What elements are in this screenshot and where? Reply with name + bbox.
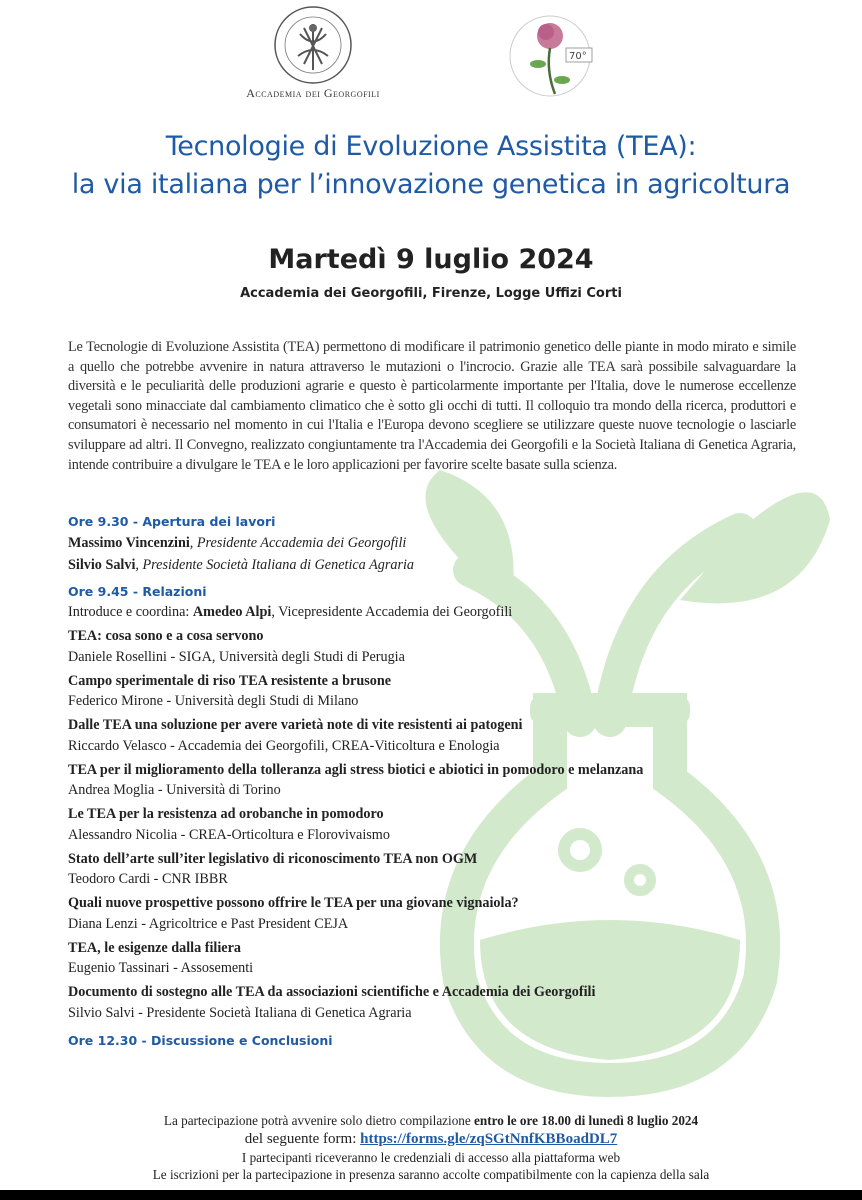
accademia-georgofili-seal-logo	[268, 4, 358, 86]
talk-title: Stato dell’arte sull’iter legislativo di riconoscimento TEA non OGM	[68, 850, 478, 867]
talk-speaker: Daniele Rosellini - SIGA, Università degli Studi di Perugia	[68, 648, 405, 665]
title-line-2: la via italiana per l’innovazione genetica in agricoltura	[71, 169, 791, 200]
talk-title: TEA: cosa sono e a cosa servono	[68, 628, 264, 644]
talk-speaker: Silvio Salvi - Presidente Società Italiana di Genetica Agraria	[68, 1004, 412, 1021]
registration-deadline	[0, 1112, 862, 1129]
moderator-prefix: Introduce e coordina:	[68, 604, 193, 620]
form-prefix: del seguente form:	[244, 1131, 361, 1147]
talk-title: TEA per il miglioramento della tolleranza agli stress biotici e abiotici in pomodoro e melanzana	[68, 761, 644, 778]
event-date: Martedì 9 luglio 2024	[268, 244, 594, 275]
speaker-name: Silvio Salvi	[68, 557, 136, 573]
deadline-date: entro le ore 18.00 di lunedì 8 luglio 2024	[474, 1113, 699, 1128]
talk-entry	[68, 715, 768, 756]
talk-title: Le TEA per la resistenza ad orobanche in pomodoro	[68, 806, 384, 822]
moderator-name: Amedeo Alpi	[192, 604, 272, 620]
moderator-line	[68, 602, 768, 623]
moderator-role: , Vicepresidente Accademia dei Georgofili	[271, 604, 513, 620]
talk-entry	[68, 893, 768, 934]
talk-entry	[68, 938, 768, 979]
talk-entry	[68, 804, 768, 845]
registration-form-line	[0, 1129, 862, 1149]
opening-speaker	[68, 533, 768, 554]
siga-clover-logo	[500, 6, 600, 106]
program-list	[68, 512, 768, 1052]
speaker-role: , Presidente Società Italiana di Genetica Agraria	[135, 557, 414, 573]
talk-title: Quali nuove prospettive possono offrire le TEA per una giovane vignaiola?	[68, 895, 519, 911]
talk-entry	[68, 760, 768, 801]
talk-speaker: Alessandro Nicolia - CREA-Orticoltura e Florovivaismo	[68, 826, 390, 843]
talk-speaker: Eugenio Tassinari - Assosementi	[68, 960, 254, 976]
intro-paragraph: Le Tecnologie di Evoluzione Assistita (TEA) permettono di modificare il patrimonio genetico delle piante in modo mirato e simile a quello che potrebbe avvenire in natura attraverso le mutazioni o l'incrocio. Grazie alle TEA sarà possibile salvaguardare la diversità e le peculiarità delle produzioni agrarie e questo è particolarmente importante per l'Italia, dove le numerose eccellenze vegetali sono minacciate dal cambiamento climatico che è sotto gli occhi di tutti. Il colloquio tra mondo della ricerca, produttori e consumatori è necessario nel momento in cui l'Italia e l'Europa devono scegliere se utilizzare queste nuove tecnologie o lasciarle sviluppare ad altri. Il Convegno, realizzato congiuntamente tra l'Accademia dei Georgofili e la Società Italiana di Genetica Agraria, intende contribuire a divulgare le TEA e le loro applicazioni per favorire scelte basate sulla scienza.	[68, 339, 796, 473]
credentials-note: I partecipanti riceveranno le credenziali di accesso alla piattaforma web	[241, 1150, 621, 1165]
capacity-note: Le iscrizioni per la partecipazione in presenza saranno accolte compatibilmente con la capienza della sala	[152, 1167, 710, 1182]
talk-speaker: Riccardo Velasco - Accademia dei Georgofili, CREA-Viticoltura e Enologia	[68, 737, 500, 754]
speaker-role: , Presidente Accademia dei Georgofili	[189, 534, 407, 551]
registration-info	[0, 1112, 862, 1183]
speaker-name: Massimo Vincenzini	[68, 534, 190, 551]
deadline-prefix: La partecipazione potrà avvenire solo dietro compilazione	[163, 1113, 475, 1128]
poster-title	[0, 128, 862, 204]
talk-entry	[68, 626, 768, 667]
talk-entry	[68, 849, 768, 890]
event-venue: Accademia dei Georgofili, Firenze, Logge Uffizi Corti	[240, 286, 622, 301]
session-time-talks: Ore 9.45 - Relazioni	[68, 583, 207, 599]
talk-title: Documento di sostegno alle TEA da associazioni scientifiche e Accademia dei Georgofili	[68, 984, 596, 1000]
talk-title: TEA, le esigenze dalla filiera	[68, 939, 241, 956]
title-line-1: Tecnologie di Evoluzione Assistita (TEA):	[165, 131, 697, 162]
talk-speaker: Diana Lenzi - Agricoltrice e Past President CEJA	[68, 915, 349, 932]
registration-form-link[interactable]: https://forms.gle/zqSGtNnfKBBoadDL7	[360, 1131, 618, 1147]
session-time-conclusions: Ore 12.30 - Discussione e Conclusioni	[68, 1033, 333, 1048]
talk-speaker: Teodoro Cardi - CNR IBBR	[68, 871, 228, 887]
talk-speaker: Andrea Moglia - Università di Torino	[68, 782, 281, 798]
bottom-bar	[0, 1190, 862, 1200]
talk-entry	[68, 671, 768, 712]
talk-title: Dalle TEA una soluzione per avere varietà note di vite resistenti ai patogeni	[68, 717, 523, 733]
anniversary-badge: 70°	[569, 51, 587, 62]
talk-title: Campo sperimentale di riso TEA resistente a brusone	[68, 672, 392, 689]
session-time-opening: Ore 9.30 - Apertura dei lavori	[68, 514, 276, 529]
talk-speaker: Federico Mirone - Università degli Studi di Milano	[68, 693, 359, 709]
talk-entry	[68, 982, 768, 1023]
opening-speaker	[68, 555, 768, 576]
accademia-georgofili-caption: Accademia dei Georgofili	[246, 86, 380, 100]
talks-list	[68, 626, 768, 1023]
